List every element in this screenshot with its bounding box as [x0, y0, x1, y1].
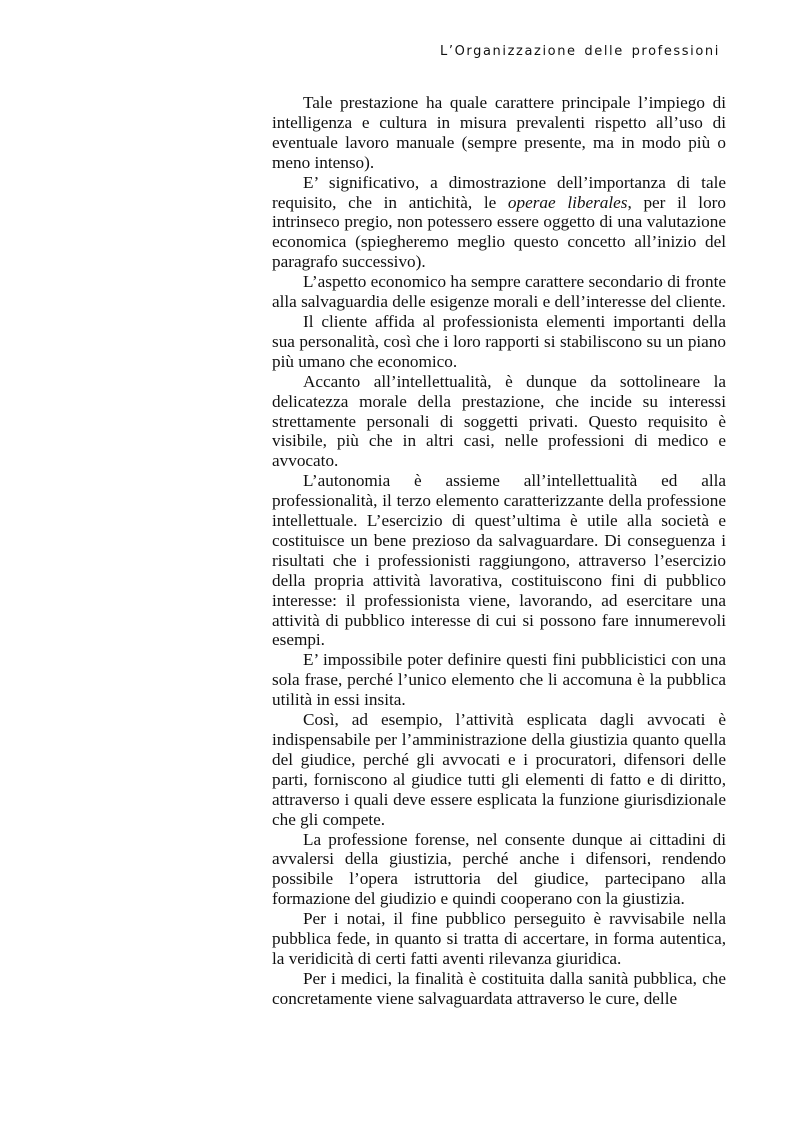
- paragraph-2: [272, 173, 726, 273]
- paragraph-6: L’autonomia è assieme all’intellettualità ed alla professionalità, il terzo elemento caratterizzante della professione intellettuale. L’esercizio di quest’ultima è utile alla società e costituisce un bene prezioso da salvaguardare. Di conseguenza i risultati che i professionisti raggiungono, attraverso l’esercizio della propria attività lavorativa, costituiscono fini di pubblico interesse: il professionista viene, lavorando, ad esercitare una attività di pubblico interesse di cui si possono fare innumerevoli esempi.: [272, 471, 726, 650]
- paragraph-2-before: E’ significativo, a dimostrazione dell’importanza di tale requisito, che in antichità, le: [272, 172, 726, 212]
- paragraph-7: E’ impossibile poter definire questi fini pubblicistici con una sola frase, perché l’unico elemento che li accomuna è la pubblica utilità in essi insita.: [272, 650, 726, 710]
- paragraph-4: Il cliente affida al professionista elementi importanti della sua personalità, così che i loro rapporti si stabiliscono su un piano più umano che economico.: [272, 311, 726, 371]
- body-text: [272, 93, 726, 1009]
- paragraph-9: La professione forense, nel consente dunque ai cittadini di avvalersi della giustizia, perché anche i difensori, rendendo possibile l’opera istruttoria del giudice, partecipano alla formazione del giudizio e quindi cooperano con la giustizia.: [272, 829, 726, 909]
- paragraph-3: L’aspetto economico ha sempre carattere secondario di fronte alla salvaguardia delle esigenze morali e dell’interesse del cliente.: [272, 272, 726, 312]
- paragraph-8: Così, ad esempio, l’attività esplicata dagli avvocati è indispensabile per l’amministrazione della giustizia quanto quella del giudice, perché gli avvocati e i procuratori, difensori delle parti, forniscono al giudice tutti gli elementi di fatto e di diritto, attraverso i quali deve essere esplicata la funzione giurisdizionale che gli compete.: [272, 710, 726, 829]
- paragraph-2-italic-term: operae liberales: [507, 192, 628, 212]
- paragraph-5: Accanto all’intellettualità, è dunque da sottolineare la delicatezza morale della prestazione, che incide su interessi strettamente personali di soggetti privati. Questo requisito è visibile, più che in altri casi, nelle professioni di medico e avvocato.: [272, 371, 726, 471]
- running-header: L’Organizzazione delle professioni: [440, 44, 720, 59]
- paragraph-2-after: , per il loro intrinseco pregio, non potessero essere oggetto di una valutazione economica (spiegheremo meglio questo concetto all’inizio del paragrafo successivo).: [272, 192, 726, 272]
- paragraph-11: Per i medici, la finalità è costituita dalla sanità pubblica, che concretamente viene salvaguardata attraverso le cure, delle: [272, 968, 726, 1008]
- paragraph-1: Tale prestazione ha quale carattere principale l’impiego di intelligenza e cultura in misura prevalenti rispetto all’uso di eventuale lavoro manuale (sempre presente, ma in modo più o meno intenso).: [272, 93, 726, 172]
- paragraph-10: Per i notai, il fine pubblico perseguito è ravvisabile nella pubblica fede, in quanto si tratta di accertare, in forma autentica, la veridicità di certi fatti aventi rilevanza giuridica.: [272, 909, 726, 968]
